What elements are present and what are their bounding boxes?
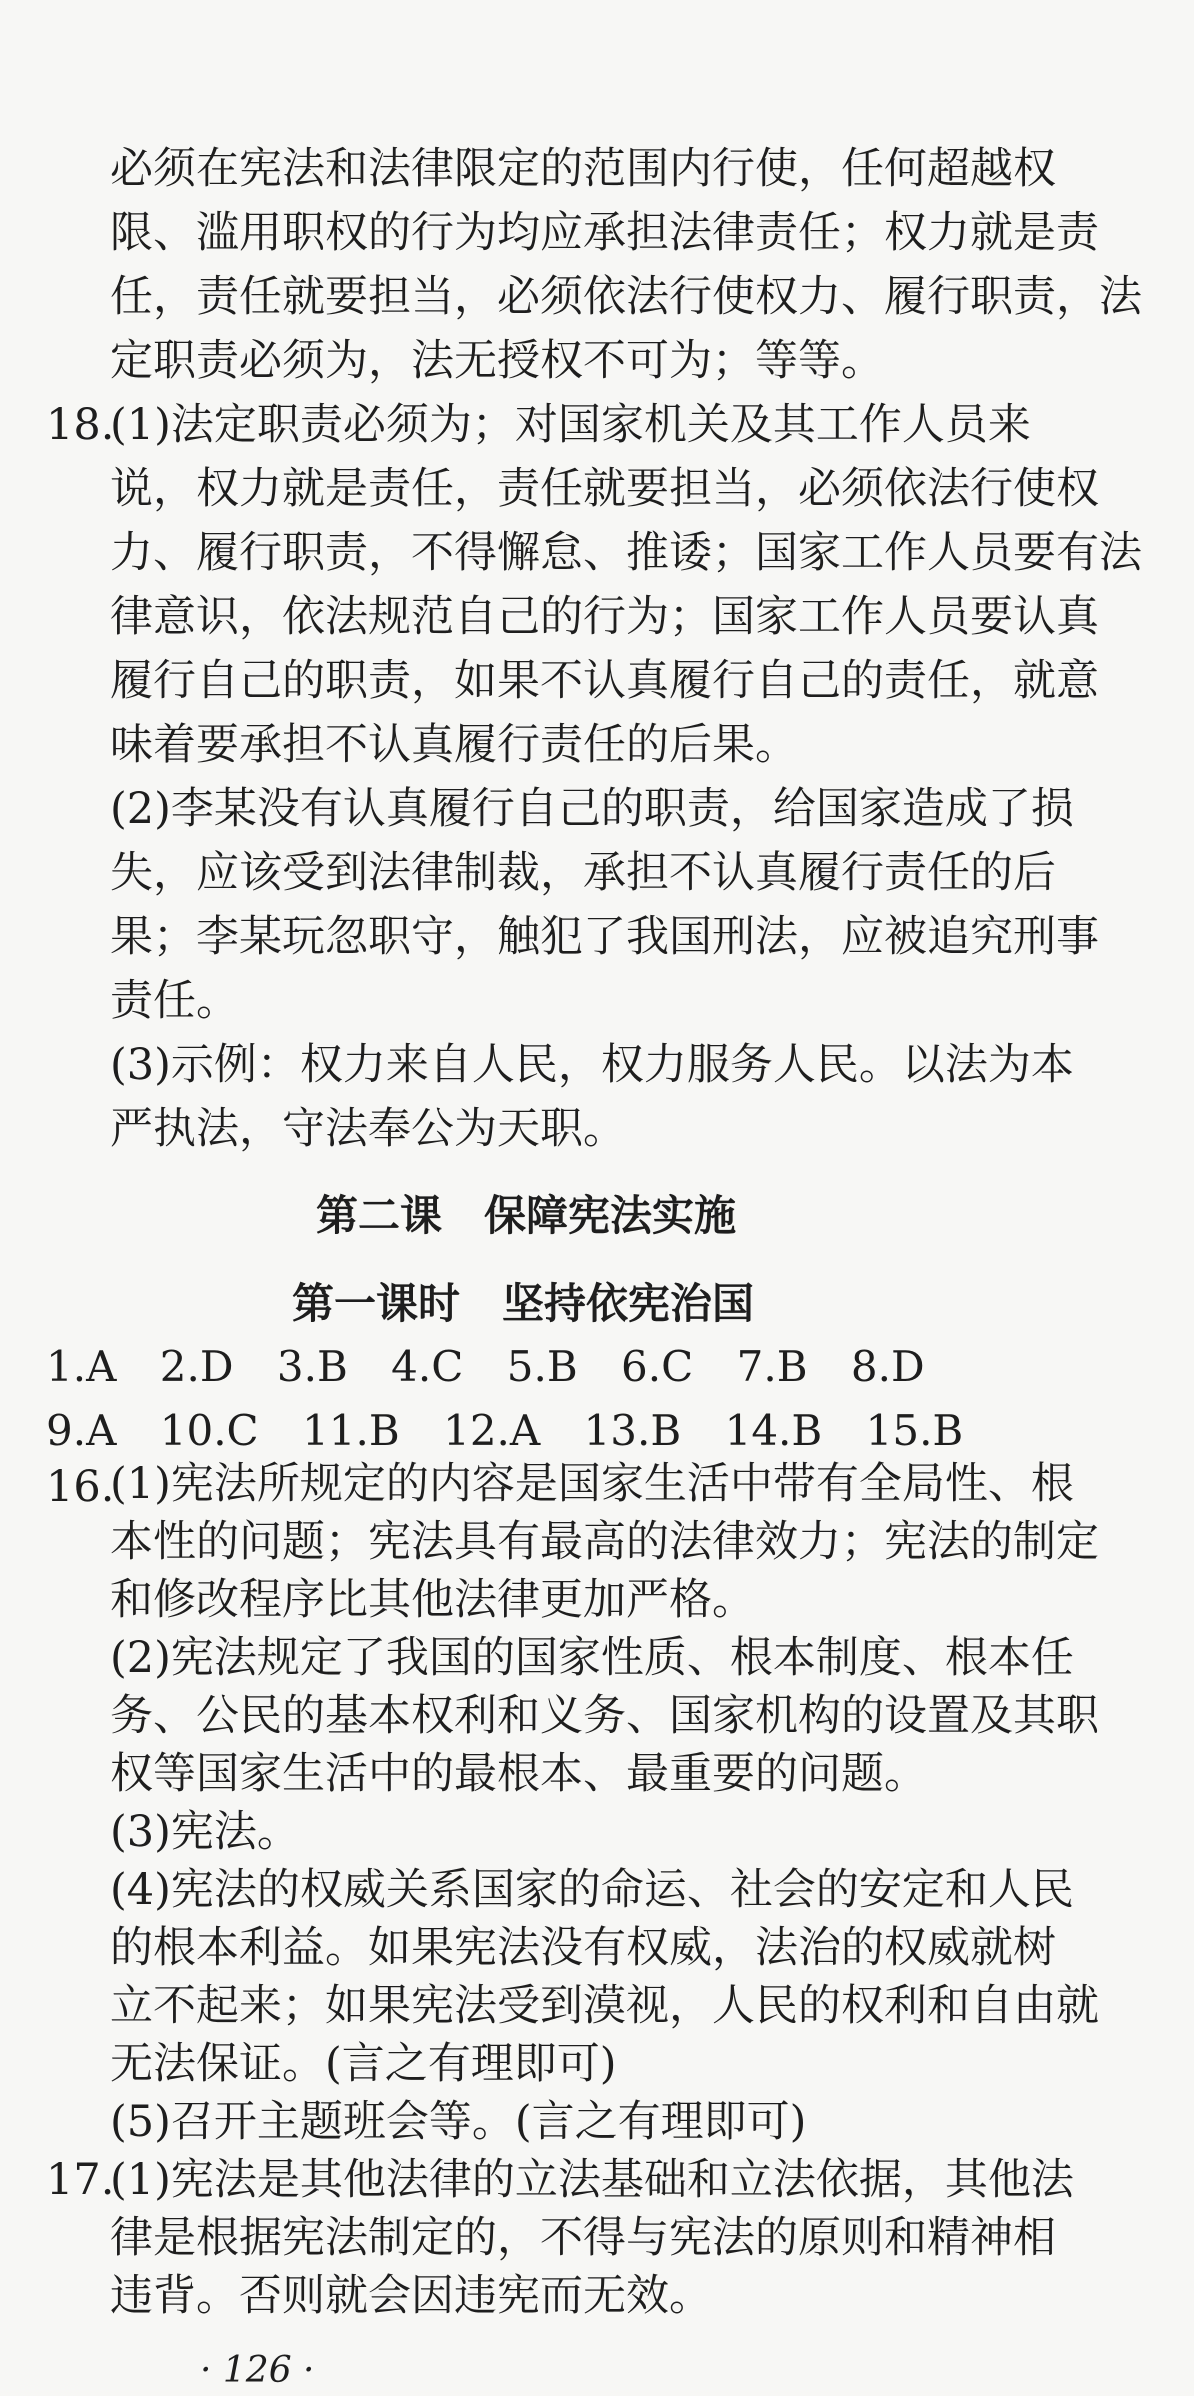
choice-answer: 13.B xyxy=(583,1406,682,1455)
text-line: (5)召开主题班会等。(言之有理即可) xyxy=(110,2097,807,2147)
choice-answer: 6.C xyxy=(621,1342,694,1391)
text-line: 任，责任就要担当，必须依法行使权力、履行职责，法 xyxy=(110,272,1142,322)
text-line: 违背。否则就会因违宪而无效。 xyxy=(110,2271,712,2321)
page-number: · 126 · xyxy=(200,2350,315,2391)
text-line: (4)宪法的权威关系国家的命运、社会的安定和人民 xyxy=(110,1865,1074,1915)
text-line: (1)法定职责必须为；对国家机关及其工作人员来 xyxy=(110,400,1031,450)
text-line: (1)宪法是其他法律的立法基础和立法依据，其他法 xyxy=(110,2155,1074,2205)
choice-answer: 1.A xyxy=(46,1342,117,1391)
text-line: 严执法，守法奉公为天职。 xyxy=(110,1104,626,1154)
question-number-18: 18. xyxy=(46,400,115,450)
text-line: 力、履行职责，不得懈怠、推诿；国家工作人员要有法 xyxy=(110,528,1142,578)
text-line: 味着要承担不认真履行责任的后果。 xyxy=(110,720,798,770)
text-line: (1)宪法所规定的内容是国家生活中带有全局性、根 xyxy=(110,1459,1074,1509)
text-line: 律是根据宪法制定的，不得与宪法的原则和精神相 xyxy=(110,2213,1056,2263)
choice-answer: 11.B xyxy=(302,1406,400,1455)
text-line: 必须在宪法和法律限定的范围内行使，任何超越权 xyxy=(110,144,1056,194)
text-line: (3)宪法。 xyxy=(110,1807,300,1857)
text-line: 责任。 xyxy=(110,976,239,1026)
text-line: 果；李某玩忽职守，触犯了我国刑法，应被追究刑事 xyxy=(110,912,1099,962)
text-line: 立不起来；如果宪法受到漠视，人民的权利和自由就 xyxy=(110,1981,1099,2031)
choice-answers-row xyxy=(46,1400,993,1462)
text-line: 律意识，依法规范自己的行为；国家工作人员要认真 xyxy=(110,592,1099,642)
choice-answers-row xyxy=(46,1336,955,1398)
text-line: (3)示例：权力来自人民，权力服务人民。以法为本 xyxy=(110,1040,1074,1090)
text-line: 务、公民的基本权利和义务、国家机构的设置及其职 xyxy=(110,1691,1099,1741)
text-line: 说，权力就是责任，责任就要担当，必须依法行使权 xyxy=(110,464,1099,514)
section-title: 第一课时 坚持依宪治国 xyxy=(292,1279,755,1328)
choice-answer: 15.B xyxy=(865,1406,964,1455)
text-line: 失，应该受到法律制裁，承担不认真履行责任的后 xyxy=(110,848,1056,898)
lesson-title: 第二课 保障宪法实施 xyxy=(316,1191,737,1240)
question-number-16: 16. xyxy=(46,1462,115,1512)
choice-answer: 4.C xyxy=(391,1342,464,1391)
text-line: (2)宪法规定了我国的国家性质、根本制度、根本任 xyxy=(110,1633,1074,1683)
text-line: 限、滥用职权的行为均应承担法律责任；权力就是责 xyxy=(110,208,1099,258)
choice-answer: 14.B xyxy=(724,1406,823,1455)
text-line: 权等国家生活中的最根本、最重要的问题。 xyxy=(110,1749,927,1799)
choice-answer: 7.B xyxy=(736,1342,808,1391)
choice-answer: 9.A xyxy=(46,1406,117,1455)
text-line: 和修改程序比其他法律更加严格。 xyxy=(110,1575,755,1625)
text-line: (2)李某没有认真履行自己的职责，给国家造成了损 xyxy=(110,784,1074,834)
choice-answer: 12.A xyxy=(443,1406,541,1455)
choice-answer: 8.D xyxy=(850,1342,925,1391)
text-line: 的根本利益。如果宪法没有权威，法治的权威就树 xyxy=(110,1923,1056,1973)
choice-answer: 3.B xyxy=(276,1342,348,1391)
choice-answer: 2.D xyxy=(159,1342,234,1391)
text-line: 无法保证。(言之有理即可) xyxy=(110,2039,617,2089)
text-line: 履行自己的职责，如果不认真履行自己的责任，就意 xyxy=(110,656,1099,706)
choice-answer: 5.B xyxy=(506,1342,578,1391)
text-line: 定职责必须为，法无授权不可为；等等。 xyxy=(110,336,884,386)
choice-answer: 10.C xyxy=(159,1406,259,1455)
question-number-17: 17. xyxy=(46,2155,115,2205)
text-line: 本性的问题；宪法具有最高的法律效力；宪法的制定 xyxy=(110,1517,1099,1567)
